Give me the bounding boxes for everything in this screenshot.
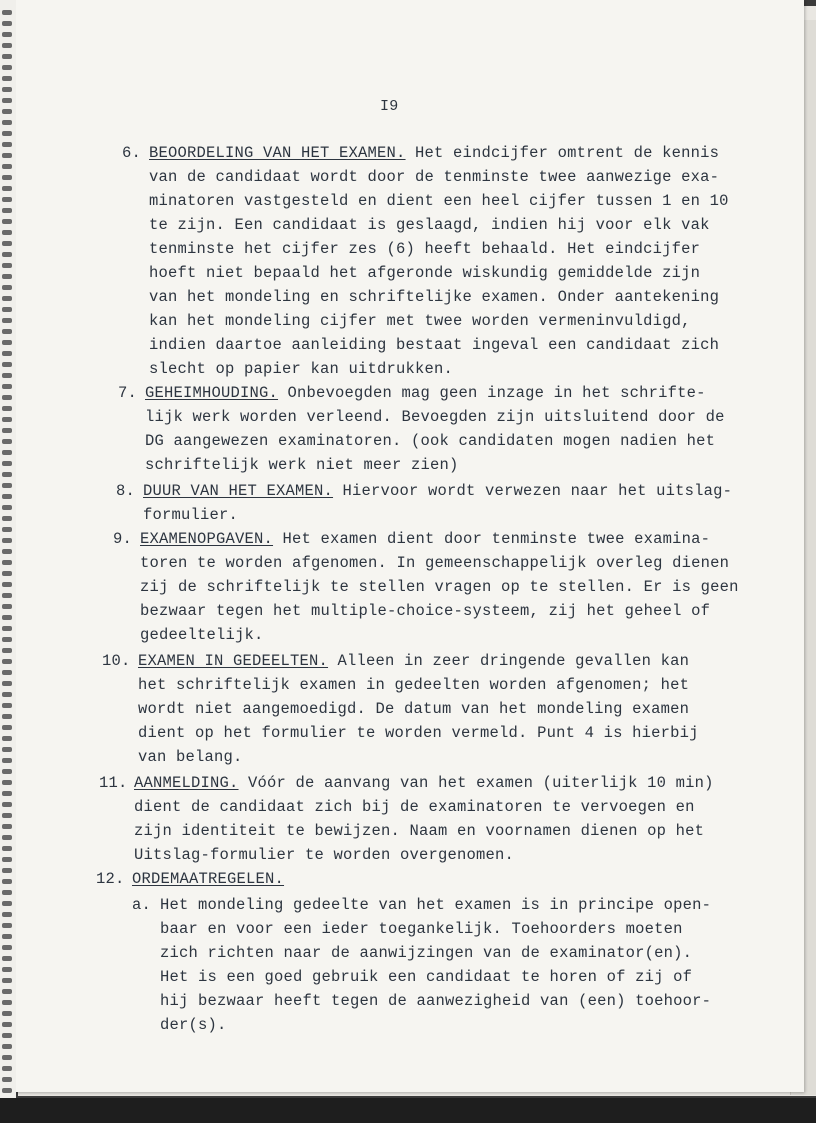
item-11-line: dient de candidaat zich bij de examinatoren te vervoegen en [134, 798, 695, 816]
item-6-line: slecht op papier kan uitdrukken. [149, 360, 454, 378]
scan-background-bottom [0, 1098, 816, 1123]
item-10-line: het schriftelijk examen in gedeelten worden afgenomen; het [138, 676, 690, 694]
item-12a-letter: a. [132, 896, 152, 914]
item-12a-line: zich richten naar de aanwijzingen van de examinator(en). [160, 944, 693, 962]
item-7-line: DG aangewezen examinatoren. (ook candidaten mogen nadien het [145, 432, 716, 450]
item-9-line: gedeeltelijk. [140, 626, 264, 644]
item-10-line: wordt niet aangemoedigd. De datum van het mondeling examen [138, 700, 690, 718]
item-8-heading: DUUR VAN HET EXAMEN. [143, 482, 334, 500]
item-6-line: van de candidaat wordt door de tenminste twee aanwezige exa- [149, 168, 720, 186]
item-7-line: lijk werk worden verleend. Bevoegden zijn uitsluitend door de [145, 408, 725, 426]
item-7-heading: GEHEIMHOUDING. [145, 384, 279, 402]
item-11-line: zijn identiteit te bewijzen. Naam en voornamen dienen op het [134, 822, 705, 840]
item-6-line: tenminste het cijfer zes (6) heeft behaald. Het eindcijfer [149, 240, 701, 258]
item-10-heading: EXAMEN IN GEDEELTEN. [138, 652, 329, 670]
item-9-number: 9. [113, 530, 133, 548]
item-9-line: toren te worden afgenomen. In gemeenschappelijk overleg dienen [140, 554, 730, 572]
item-12a-line: Het is een goed gebruik een candidaat te horen of zij of [160, 968, 693, 986]
item-6-first-line: BEOORDELING VAN HET EXAMEN. Het eindcijfer omtrent de kennis [149, 144, 720, 162]
item-10-number: 10. [102, 652, 131, 670]
page-number: I9 [380, 98, 399, 115]
item-12-number: 12. [96, 870, 125, 888]
item-8-line: formulier. [143, 506, 239, 524]
item-10-line: van belang. [138, 748, 243, 766]
item-12-heading: ORDEMAATREGELEN. [132, 870, 285, 888]
item-11-number: 11. [99, 774, 128, 792]
item-8-first-line: DUUR VAN HET EXAMEN. Hiervoor wordt verwezen naar het uitslag- [143, 482, 733, 500]
item-9-line: bezwaar tegen het multiple-choice-systeem, zij het geheel of [140, 602, 711, 620]
item-11-first-line: AANMELDING. Vóór de aanvang van het examen (uiterlijk 10 min) [134, 774, 714, 792]
item-6-line: hoeft niet bepaald het afgeronde wiskundig gemiddelde zijn [149, 264, 701, 282]
item-6-line: te zijn. Een candidaat is geslaagd, indien hij voor elk vak [149, 216, 710, 234]
item-6-line: indien daartoe aanleiding bestaat ingeval een candidaat zich [149, 336, 720, 354]
item-9-heading: EXAMENOPGAVEN. [140, 530, 274, 548]
item-7-number: 7. [118, 384, 138, 402]
item-12a-line: der(s). [160, 1016, 227, 1034]
item-11-heading: AANMELDING. [134, 774, 239, 792]
item-12a-line: baar en voor een ieder toegankelijk. Toehoorders moeten [160, 920, 683, 938]
item-12a-first-line: Het mondeling gedeelte van het examen is in principe open- [160, 896, 712, 914]
item-6-line: minatoren vastgesteld en dient een heel cijfer tussen 1 en 10 [149, 192, 729, 210]
item-9-line: zij de schriftelijk te stellen vragen op te stellen. Er is geen [140, 578, 739, 596]
item-6-number: 6. [122, 144, 142, 162]
item-7-first-line: GEHEIMHOUDING. Onbevoegden mag geen inzage in het schrifte- [145, 384, 706, 402]
item-10-line: dient op het formulier te worden vermeld. Punt 4 is hierbij [138, 724, 699, 742]
item-7-line: schriftelijk werk niet meer zien) [145, 456, 459, 474]
item-6-heading: BEOORDELING VAN HET EXAMEN. [149, 144, 406, 162]
item-9-first-line: EXAMENOPGAVEN. Het examen dient door tenminste twee examina- [140, 530, 711, 548]
item-8-number: 8. [116, 482, 136, 500]
item-6-line: kan het mondeling cijfer met twee worden vermeninvuldigd, [149, 312, 691, 330]
item-11-line: Uitslag-formulier te worden overgenomen. [134, 846, 515, 864]
item-10-first-line: EXAMEN IN GEDEELTEN. Alleen in zeer dringende gevallen kan [138, 652, 690, 670]
item-12a-line: hij bezwaar heeft tegen de aanwezigheid van (een) toehoor- [160, 992, 712, 1010]
item-6-line: van het mondeling en schriftelijke examen. Onder aantekening [149, 288, 720, 306]
